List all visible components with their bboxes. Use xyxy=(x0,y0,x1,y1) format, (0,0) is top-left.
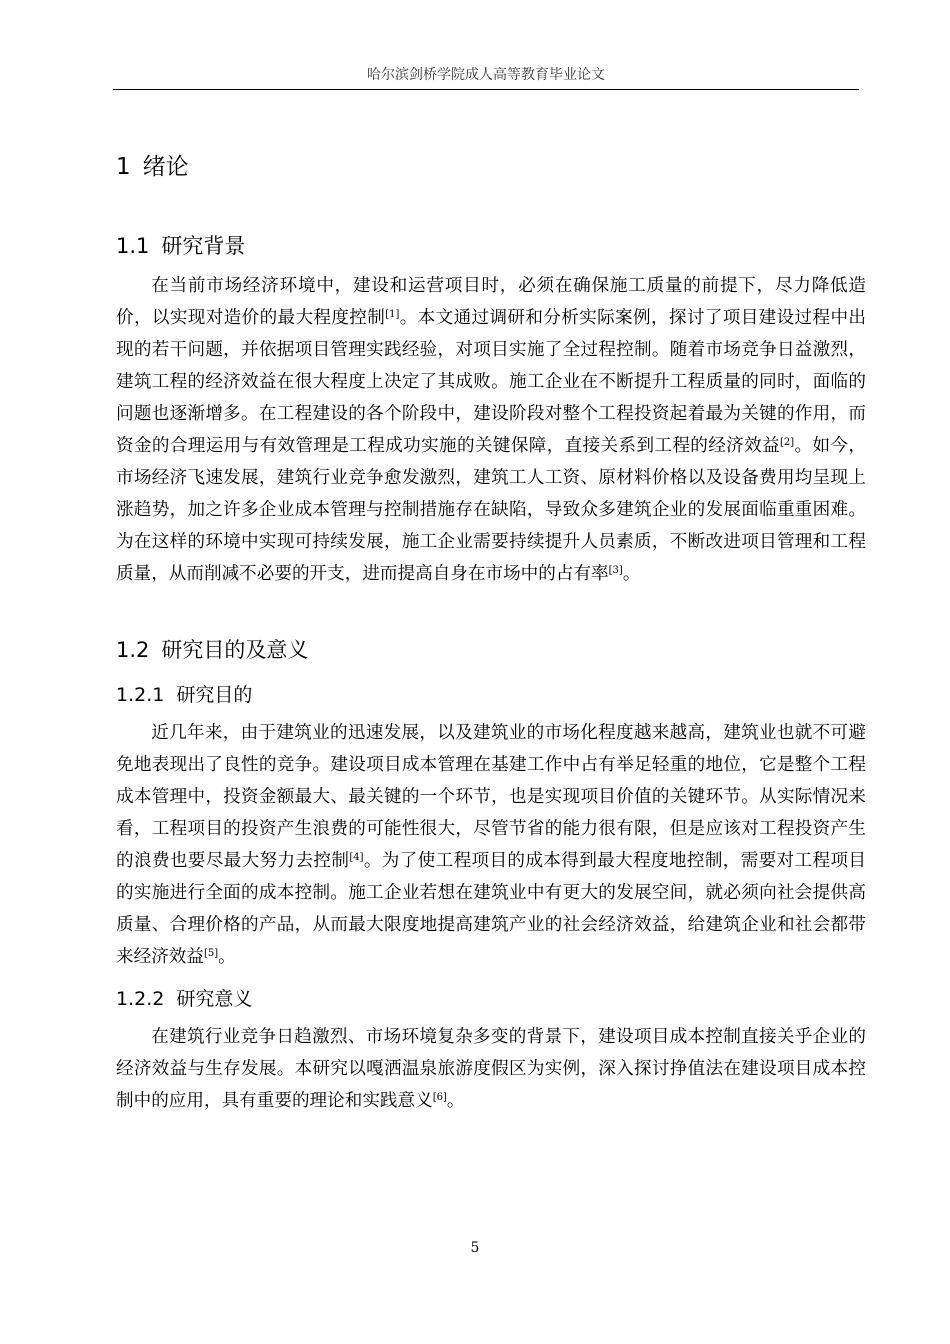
page-number: 5 xyxy=(470,1240,480,1256)
section-heading-1-2 xyxy=(116,634,308,664)
paragraph-research-background xyxy=(116,270,866,590)
paragraph-text: 在建筑行业竞争日趋激烈、市场环境复杂多变的背景下，建设项目成本控制直接关乎企业的经济效益与生存发展。本研究以嘎洒温泉旅游度假区为实例，深入探讨挣值法在建设项目成本控制中的应用，具有重要的理论和实践意义 xyxy=(116,1027,866,1111)
paragraph-text: 在当前市场经济环境中，建设和运营项目时，必须在确保施工质量的前提下，尽力降低造价，以实现对造价的最大程度控制 xyxy=(116,276,866,328)
subsection-number: 1.2.1 xyxy=(116,684,165,706)
paragraph-text: 。 xyxy=(218,947,236,967)
subsection-title: 研究目的 xyxy=(176,684,253,706)
subsection-heading-1-2-2 xyxy=(116,984,252,1011)
subsection-heading-1-2-1 xyxy=(116,680,252,707)
subsection-number: 1.2.2 xyxy=(116,988,165,1010)
paragraph-text: 。 xyxy=(446,1091,465,1111)
citation-3: [3] xyxy=(608,565,623,576)
citation-2: [2] xyxy=(780,437,795,448)
chapter-title: 绪论 xyxy=(142,154,189,180)
paragraph-text: 。为了使工程项目的成本得到最大程度地控制，需要对工程项目的实施进行全面的成本控制。施工企业若想在建筑业中有更大的发展空间，就必须向社会提供高质量、合理价格的产品，从而最大限度地提高建筑产业的社会经济效益，给建筑企业和社会都带来经济效益 xyxy=(116,851,866,967)
section-heading-1-1 xyxy=(116,230,245,260)
citation-6: [6] xyxy=(432,1092,447,1103)
section-title: 研究背景 xyxy=(161,234,246,258)
section-title: 研究目的及意义 xyxy=(161,638,309,662)
paragraph-text: 。如今，市场经济飞速发展，建筑行业竞争愈发激烈，建筑工人工资、原材料价格以及设备费用均呈现上涨趋势，加之许多企业成本管理与控制措施存在缺陷，导致众多建筑企业的发展面临重重困难。为在这样的环境中实现可持续发展，施工企业需要持续提升人员素质，不断改进项目管理和工程质量，从而削减不必要的开支，进而提高自身在市场中的占有率 xyxy=(116,436,866,584)
section-number: 1.1 xyxy=(116,234,150,258)
citation-4: [4] xyxy=(349,852,364,863)
citation-1: [1] xyxy=(385,309,400,320)
chapter-number: 1 xyxy=(116,154,131,180)
running-header: 哈尔滨剑桥学院成人高等教育毕业论文 xyxy=(367,67,605,83)
paragraph-text: 。本文通过调研和分析实际案例，探讨了项目建设过程中出现的若干问题，并依据项目管理实践经验，对项目实施了全过程控制。随着市场竞争日益激烈，建筑工程的经济效益在很大程度上决定了其成败。施工企业在不断提升工程质量的同时，面临的问题也逐渐增多。在工程建设的各个阶段中，建设阶段对整个工程投资起着最为关键的作用，而资金的合理运用与有效管理是工程成功实施的关键保障，直接关系到工程的经济效益 xyxy=(116,308,866,456)
subsection-title: 研究意义 xyxy=(176,988,253,1010)
paragraph-research-purpose xyxy=(116,717,866,973)
paragraph-text: 。 xyxy=(622,564,641,584)
header-divider xyxy=(113,89,859,90)
chapter-heading xyxy=(116,148,189,181)
citation-5: [5] xyxy=(203,948,219,959)
section-number: 1.2 xyxy=(116,638,150,662)
paragraph-text: 近几年来，由于建筑业的迅速发展，以及建筑业的市场化程度越来越高，建筑业也就不可避免地表现出了良性的竞争。建设项目成本管理在基建工作中占有举足轻重的地位，它是整个工程成本管理中，投资金额最大、最关键的一个环节，也是实现项目价值的关键环节。从实际情况来看，工程项目的投资产生浪费的可能性很大，尽管节省的能力很有限，但是应该对工程投资产生的浪费也要尽最大努力去控制 xyxy=(116,723,866,871)
paragraph-research-significance xyxy=(116,1021,866,1117)
